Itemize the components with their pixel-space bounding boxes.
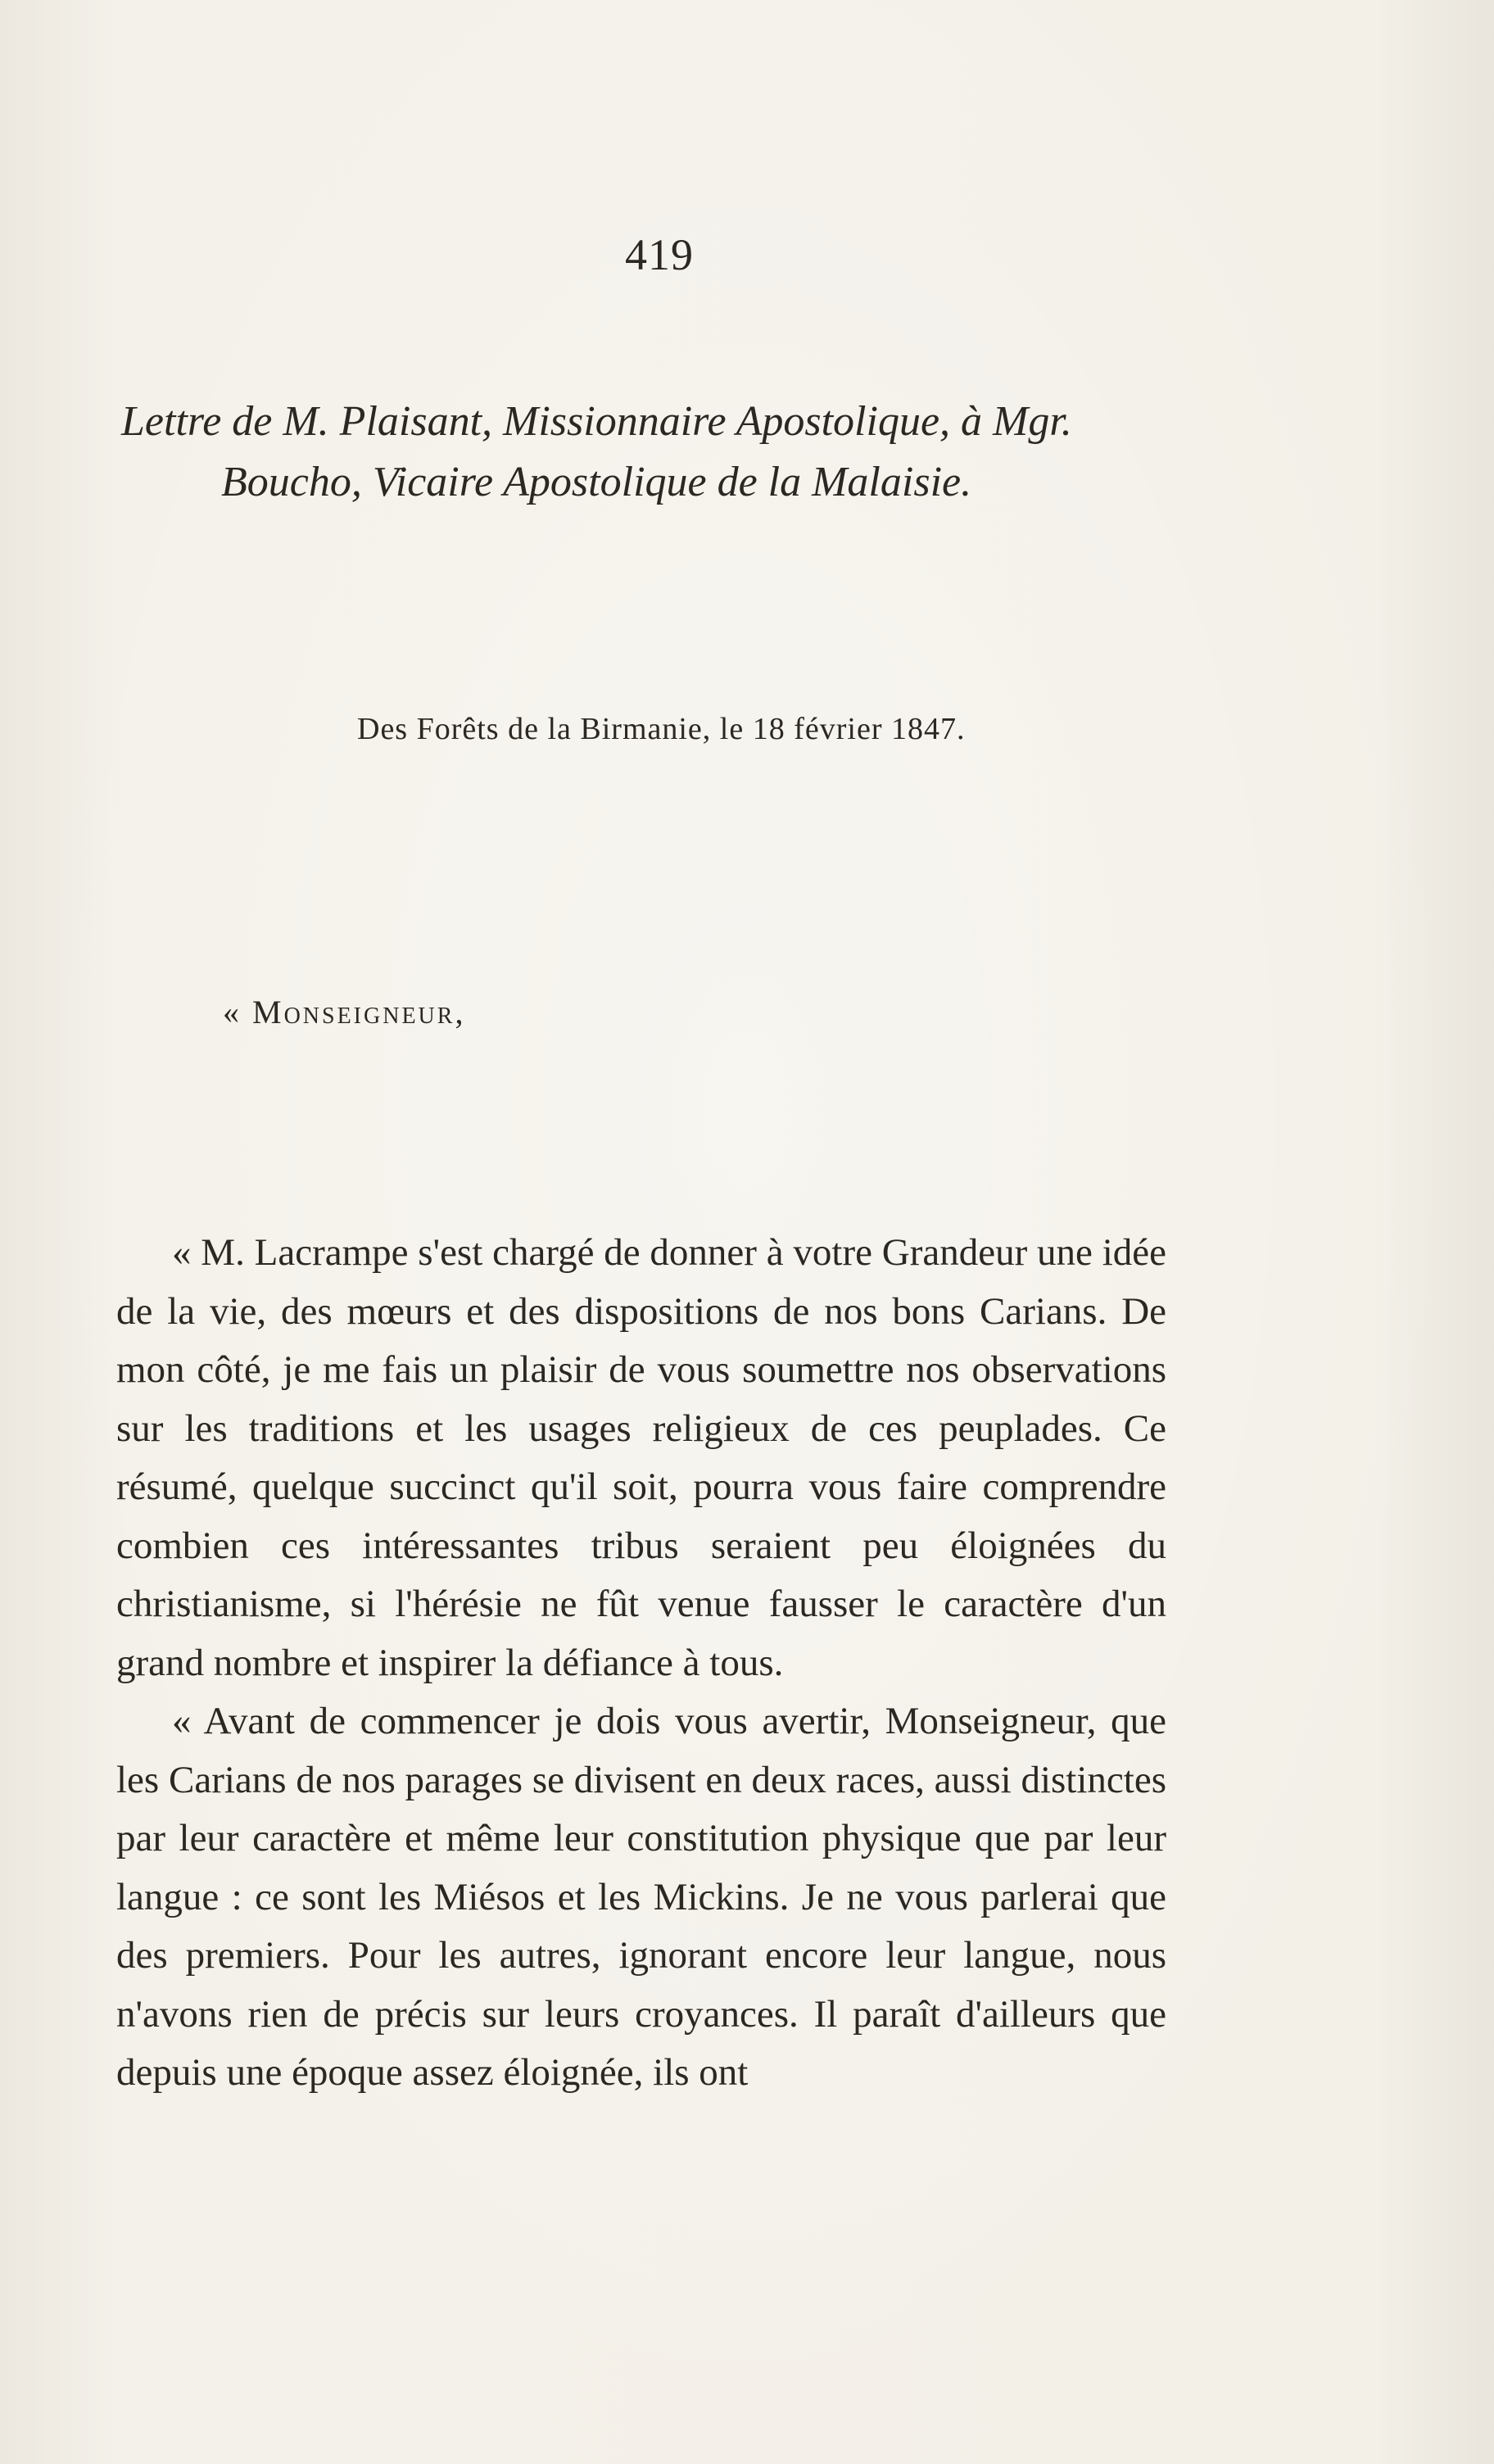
- paragraph-1: « M. Lacrampe s'est chargé de donner à votre Grandeur une idée de la vie, des mœurs et des dispositions de nos bons Carians. De mon côté, je me fais un plaisir de vous soumettre nos observations sur les traditions et les usages religieux de ces peuplades. Ce résumé, quelque succinct qu'il soit, pourra vous faire comprendre combien ces intéressantes tribus seraient peu éloignées du christianisme, si l'hérésie ne fût venue fausser le caractère d'un grand nombre et inspirer la défiance à tous.: [116, 1231, 1166, 1684]
- letter-title-line-2: Boucho, Vicaire Apostolique de la Malaisie.: [221, 459, 972, 505]
- page-number: 419: [625, 230, 694, 279]
- letter-title-line-1: Lettre de M. Plaisant, Missionnaire Apostolique, à Mgr.: [121, 398, 1072, 445]
- paragraph-2: « Avant de commencer je dois vous avertir, Monseigneur, que les Carians de nos parages se divisent en deux races, aussi distinctes par leur caractère et même leur constitution physique que par leur langue : ce sont les Miésos et les Mickins. Je ne vous parlerai que des premiers. Pour les autres, ignorant encore leur langue, nous n'avons rien de précis sur leurs croyances. Il paraît d'ailleurs que depuis une époque assez éloignée, ils ont: [116, 1700, 1166, 2094]
- salutation: « Monseigneur,: [223, 994, 466, 1030]
- letter-title: [121, 392, 1219, 513]
- dateline: Des Forêts de la Birmanie, le 18 février 1847.: [357, 712, 966, 746]
- body-text: [116, 1224, 1166, 2103]
